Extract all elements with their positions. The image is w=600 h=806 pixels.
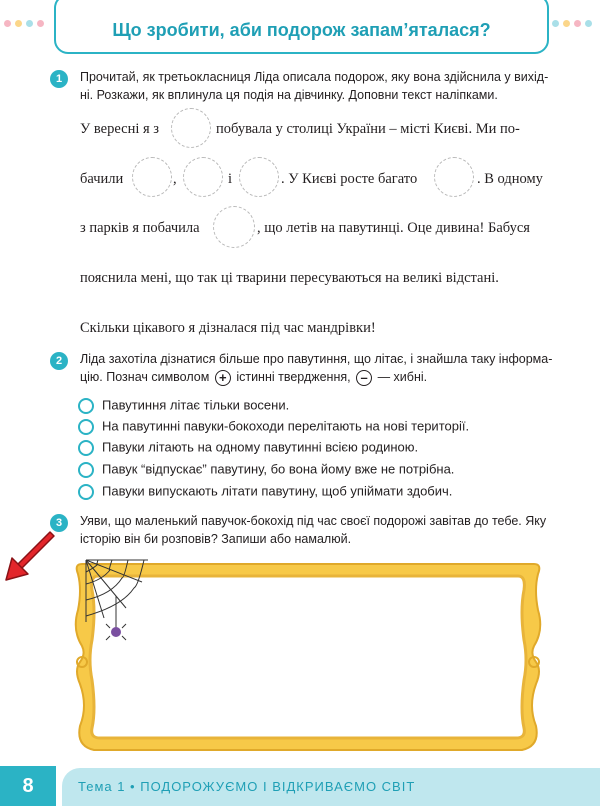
task1-instruction-line1: Прочитай, як третьокласниця Ліда описала подорож, яку вона здійснила у вихід- [80, 70, 549, 84]
story-line-5: Скільки цікавого я дізналася під час мандрівки! [80, 320, 376, 336]
sticker-slot-4[interactable] [239, 157, 279, 197]
task3-instruction-line2: історію він би розповів? Запиши або намалюй. [80, 532, 352, 546]
story-line-1a: У вересні я з [80, 121, 160, 137]
page-title: Що зробити, аби подорож запам’яталася? [112, 20, 491, 40]
task2-instruction-part-b: істинні твердження, [236, 370, 351, 384]
task3-instruction-line1: Уяви, що маленький павучок-бокохід під час своєї подорожі завітав до тебе. Яку [80, 514, 547, 528]
decorative-dots-left [4, 14, 48, 22]
minus-symbol-icon: – [356, 370, 372, 386]
plus-symbol-icon: + [215, 370, 231, 386]
statement-option [78, 459, 454, 479]
task-number-3: 3 [50, 514, 68, 532]
task2-instruction [80, 350, 580, 386]
answer-circle[interactable] [78, 484, 94, 500]
story-line-2d: . У Києві росте багато [281, 171, 418, 187]
answer-circle[interactable] [78, 398, 94, 414]
statement-text: Павуки випускають літати павутину, щоб упіймати здобич. [102, 483, 453, 499]
story-line-3b: , що летів на павутинці. Оце дивина! Бабуся [257, 220, 530, 236]
story-line-1b: побувала у столиці України – місті Києві. Ми по- [216, 121, 520, 137]
story-line-2e: . В одному [477, 171, 543, 187]
statement-option [78, 395, 289, 415]
task2-instruction-line1: Ліда захотіла дізнатися більше про павутиння, що літає, і знайшла таку інформа- [80, 352, 553, 366]
task3-instruction [80, 512, 580, 548]
task-number-1: 1 [50, 70, 68, 88]
answer-circle[interactable] [78, 440, 94, 456]
task2-instruction-part-a: цію. Познач символом [80, 370, 210, 384]
sticker-slot-2[interactable] [132, 157, 172, 197]
sticker-slot-1[interactable] [171, 108, 211, 148]
task1-instruction [80, 68, 580, 104]
red-arrow-icon [4, 528, 56, 584]
statement-text: Павуки літають на одному павутинні всією родиною. [102, 439, 419, 455]
footer-topic: Тема 1 • ПОДОРОЖУЄМО І ВІДКРИВАЄМО СВІТ [78, 779, 416, 794]
answer-circle[interactable] [78, 462, 94, 478]
task2-instruction-part-c: — хибні. [377, 370, 428, 384]
spider-icon [111, 627, 121, 637]
statement-option [78, 437, 418, 457]
task1-instruction-line2: ні. Розкажи, як вплинула ця подія на дівчинку. Доповни текст наліпками. [80, 88, 498, 102]
spider-web-icon [82, 556, 152, 646]
statement-text: Павутиння літає тільки восени. [102, 397, 290, 413]
statement-text: На павутинні павуки-бокоходи перелітають на нові території. [102, 418, 470, 434]
sticker-slot-5[interactable] [434, 157, 474, 197]
answer-circle[interactable] [78, 419, 94, 435]
task-number-2: 2 [50, 352, 68, 370]
story-line-3a: з парків я побачила [80, 220, 200, 236]
story-line-4: пояснила мені, що так ці тварини пересуваються на великі відстані. [80, 270, 499, 286]
story-line-2c: і [228, 171, 233, 187]
statement-text: Павук “відпускає” павутину, бо вона йому вже не потрібна. [102, 461, 455, 477]
story-line-2a: бачили [80, 171, 124, 187]
statement-option [78, 481, 452, 501]
story-line-2b: , [173, 171, 177, 187]
page-number: 8 [0, 766, 56, 806]
sticker-slot-3[interactable] [183, 157, 223, 197]
sticker-slot-6[interactable] [213, 206, 255, 248]
task2-instruction-line2 [80, 368, 580, 386]
statement-option [78, 416, 469, 436]
decorative-dots-right [552, 14, 596, 22]
